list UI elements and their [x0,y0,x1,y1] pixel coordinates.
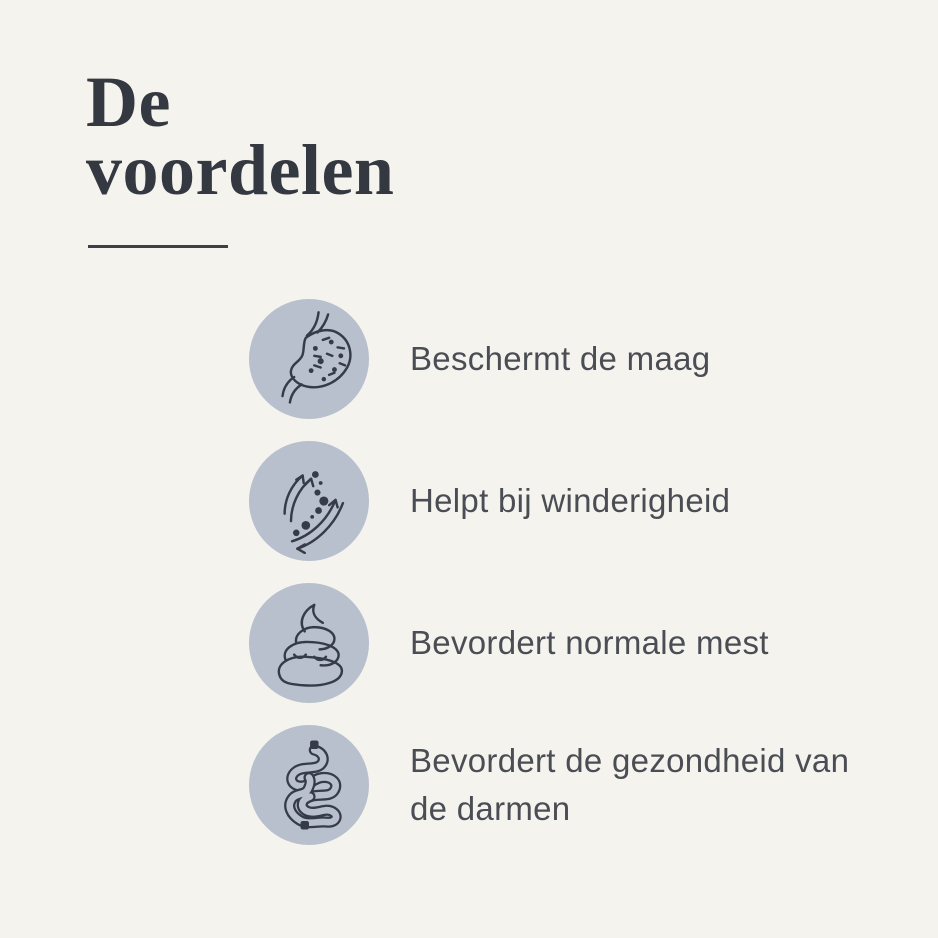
stomach-icon-circle [249,299,369,419]
benefit-row-intestines [249,725,890,845]
page-title-line1: De [86,62,171,142]
benefit-label: Beschermt de maag [410,340,711,378]
benefit-label: Bevordert normale mest [410,624,769,662]
intestines-icon [256,732,362,838]
benefit-row-stomach [249,299,890,419]
benefit-label: Helpt bij winderigheid [410,482,731,520]
stool-icon [256,590,362,696]
benefit-label: Bevordert de gezondheid van de darmen [410,742,850,827]
stool-icon-circle [249,583,369,703]
title-underline [88,245,228,248]
intestines-icon-circle [249,725,369,845]
gas-arrows-icon-circle [249,441,369,561]
benefits-list [249,299,890,845]
benefit-row-gas [249,441,890,561]
stomach-icon [256,306,362,412]
gas-arrows-icon [256,448,362,554]
page-title [86,62,395,211]
page-title-line2: voordelen [86,130,395,211]
benefit-row-stool [249,583,890,703]
